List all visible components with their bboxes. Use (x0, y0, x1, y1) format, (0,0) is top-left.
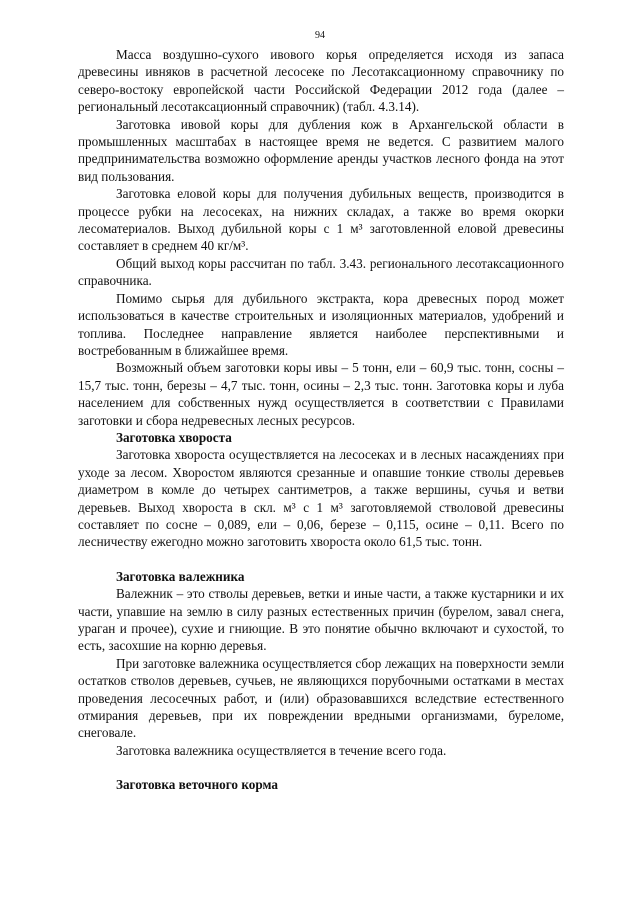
paragraph-willow-bark-mass: Масса воздушно-сухого ивового корья определяется исходя из запаса древесины ивняков в расчетной лесосеке по Лесотаксационному справочнику по северо-востоку европейской части Российской Федерации 2012 года (далее – региональный лесотаксационный справочник) (табл. 4.3.14). (78, 47, 564, 115)
document-body (78, 46, 564, 794)
paragraph-willow-bark-tanning: Заготовка ивовой коры для дубления кож в Архангельской области в промышленных масштабах в настоящее время не ведется. С развитием малого предпринимательства возможно оформление аренды участков лесного фонда на этот вид пользования. (78, 116, 564, 184)
paragraph-spruce-bark: Заготовка еловой коры для получения дубильных веществ, производится в процессе рубки на лесосеках, на нижних складах, а также во время окорки лесоматериалов. Выход дубильной коры с 1 м³ заготовленной еловой древесины составляет в среднем 40 кг/м³. (78, 186, 564, 254)
paragraph-deadwood-definition: Валежник – это стволы деревьев, ветки и иные части, а также кустарники и их части, упавшие на землю в силу разных естественных причин (бурелом, завал снега, ураган и прочее), сухие и гниющие. В это понятие обычно включают и сухостой, то есть, засохшие на корню деревья. (78, 586, 564, 654)
paragraph-bark-volume: Возможный объем заготовки коры ивы – 5 тонн, ели – 60,9 тыс. тонн, сосны – 15,7 тыс. тонн, березы – 4,7 тыс. тонн, осины – 2,3 тыс. тонн. Заготовка коры и луба населением для собственных нужд осуществляется в соответствии с Правилами заготовки и сбора недревесных лесных ресурсов. (78, 360, 564, 428)
heading-twig-fodder: Заготовка веточного корма (116, 777, 278, 793)
paragraph-brushwood: Заготовка хвороста осуществляется на лесосеках и в лесных насаждениях при уходе за лесом. Хворостом являются срезанные и опавшие тонкие стволы деревьев диаметром в комле до четырех сантиметров, а также вершины, сучья и ветви деревьев. Выход хвороста в скл. м³ с 1 м³ заготовляемой стволовой древесины составляет по сосне – 0,089, ели – 0,06, березе – 0,115, осине – 0,11. Всего по лесничеству ежегодно можно заготовить хвороста около 61,5 тыс. тонн. (78, 447, 564, 550)
page-number: 94 (315, 30, 325, 41)
paragraph-deadwood-season: Заготовка валежника осуществляется в течение всего года. (116, 742, 447, 758)
heading-deadwood: Заготовка валежника (116, 568, 245, 584)
paragraph-bark-uses: Помимо сырья для дубильного экстракта, кора древесных пород может использоваться в качестве строительных и изоляционных материалов, удобрений и топлива. Последнее направление является наиболее перспективными и востребованным в ближайшее время. (78, 290, 564, 358)
spacer (78, 551, 564, 568)
paragraph-bark-yield: Общий выход коры рассчитан по табл. 3.43. регионального лесотаксационного справочника. (78, 255, 564, 289)
spacer (78, 759, 564, 776)
paragraph-deadwood-collection: При заготовке валежника осуществляется сбор лежащих на поверхности земли остатков стволов деревьев, сучьев, не являющихся порубочными остатками в местах проведения лесосечных работ, и (или) образовавшихся вследствие естественного отмирания деревьев, при их повреждении вредными организмами, буреломе, снеговале. (78, 655, 564, 741)
heading-brushwood: Заготовка хвороста (116, 429, 232, 445)
